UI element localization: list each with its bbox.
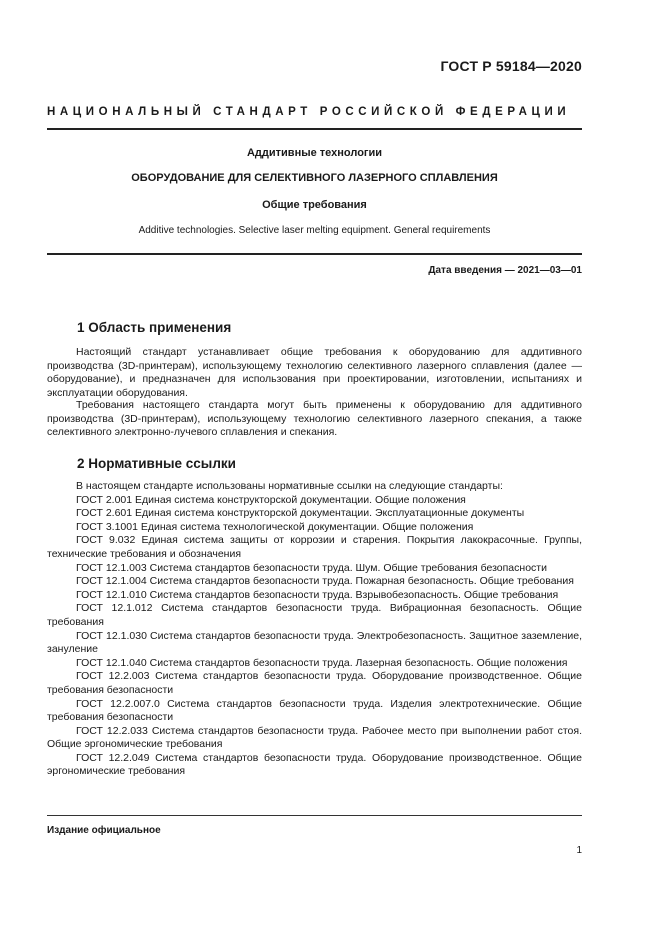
reference-item: ГОСТ 12.1.004 Система стандартов безопасности труда. Пожарная безопасность. Общие требования [76, 575, 574, 588]
top-divider [47, 128, 582, 130]
reference-item: ГОСТ 2.601 Единая система конструкторской документации. Эксплуатационные документы [76, 507, 525, 520]
reference-item: ГОСТ 12.2.049 Система стандартов безопасности труда. Оборудование производственное. Общие эргономические требования [47, 751, 582, 778]
section-1-heading: 1 Область применения [77, 320, 232, 335]
section-1-paragraph: Настоящий стандарт устанавливает общие требования к оборудованию для аддитивного производства (3D-принтерам), использующему технологию селективного лазерного сплавления (далее — оборудование), и предназначен для использования при проектировании, изготовлении, испытаниях и эксплуатации оборудования. [47, 346, 582, 399]
page-number: 1 [576, 845, 582, 856]
introduction-date: Дата введения — 2021—03—01 [428, 265, 582, 276]
standard-subtitle: Общие требования [262, 199, 367, 211]
national-standard-banner: НАЦИОНАЛЬНЫЙ СТАНДАРТ РОССИЙСКОЙ ФЕДЕРАЦИИ [47, 106, 571, 118]
footer-divider [47, 815, 582, 816]
reference-item: ГОСТ 12.1.010 Система стандартов безопасности труда. Взрывобезопасность. Общие требования [76, 588, 559, 601]
english-title: Additive technologies. Selective laser melting equipment. General requirements [138, 225, 491, 236]
reference-item: ГОСТ 9.032 Единая система защиты от коррозии и старения. Покрытия лакокрасочные. Группы, технические требования и обозначения [47, 534, 582, 560]
reference-item: ГОСТ 12.1.012 Система стандартов безопасности труда. Вибрационная безопасность. Общие требования [47, 602, 582, 628]
reference-item: ГОСТ 12.1.030 Система стандартов безопасности труда. Электробезопасность. Защитное заземление, зануление [47, 629, 582, 656]
official-edition-note: Издание официальное [47, 825, 161, 836]
title-divider [47, 253, 582, 255]
references-intro: В настоящем стандарте использованы нормативные ссылки на следующие стандарты: [76, 480, 503, 492]
document-code: ГОСТ Р 59184—2020 [440, 58, 582, 74]
reference-item: ГОСТ 12.2.033 Система стандартов безопасности труда. Рабочее место при выполнении работ стоя. Общие эргономические требования [47, 724, 582, 751]
reference-item: ГОСТ 12.2.003 Система стандартов безопасности труда. Оборудование производственное. Общие требования безопасности [47, 670, 582, 696]
section-2-heading: 2 Нормативные ссылки [77, 456, 236, 471]
reference-item: ГОСТ 12.1.040 Система стандартов безопасности труда. Лазерная безопасность. Общие положения [76, 656, 568, 669]
reference-item: ГОСТ 12.2.007.0 Система стандартов безопасности труда. Изделия электротехнические. Общие требования безопасности [47, 697, 582, 724]
field-name: Аддитивные технологии [246, 147, 383, 159]
standard-title: ОБОРУДОВАНИЕ ДЛЯ СЕЛЕКТИВНОГО ЛАЗЕРНОГО СПЛАВЛЕНИЯ [131, 172, 498, 184]
normative-references-list [47, 480, 582, 779]
reference-item: ГОСТ 3.1001 Единая система технологической документации. Общие положения [76, 520, 474, 533]
section-1-paragraph: Требования настоящего стандарта могут быть применены к оборудованию для аддитивного производства (3D-принтерам), использующему технологию селективного лазерного спекания, а также селективного электронно-лучевого сплавления и спекания. [47, 399, 582, 439]
reference-item: ГОСТ 2.001 Единая система конструкторской документации. Общие положения [76, 493, 466, 506]
reference-item: ГОСТ 12.1.003 Система стандартов безопасности труда. Шум. Общие требования безопасности [76, 561, 547, 574]
